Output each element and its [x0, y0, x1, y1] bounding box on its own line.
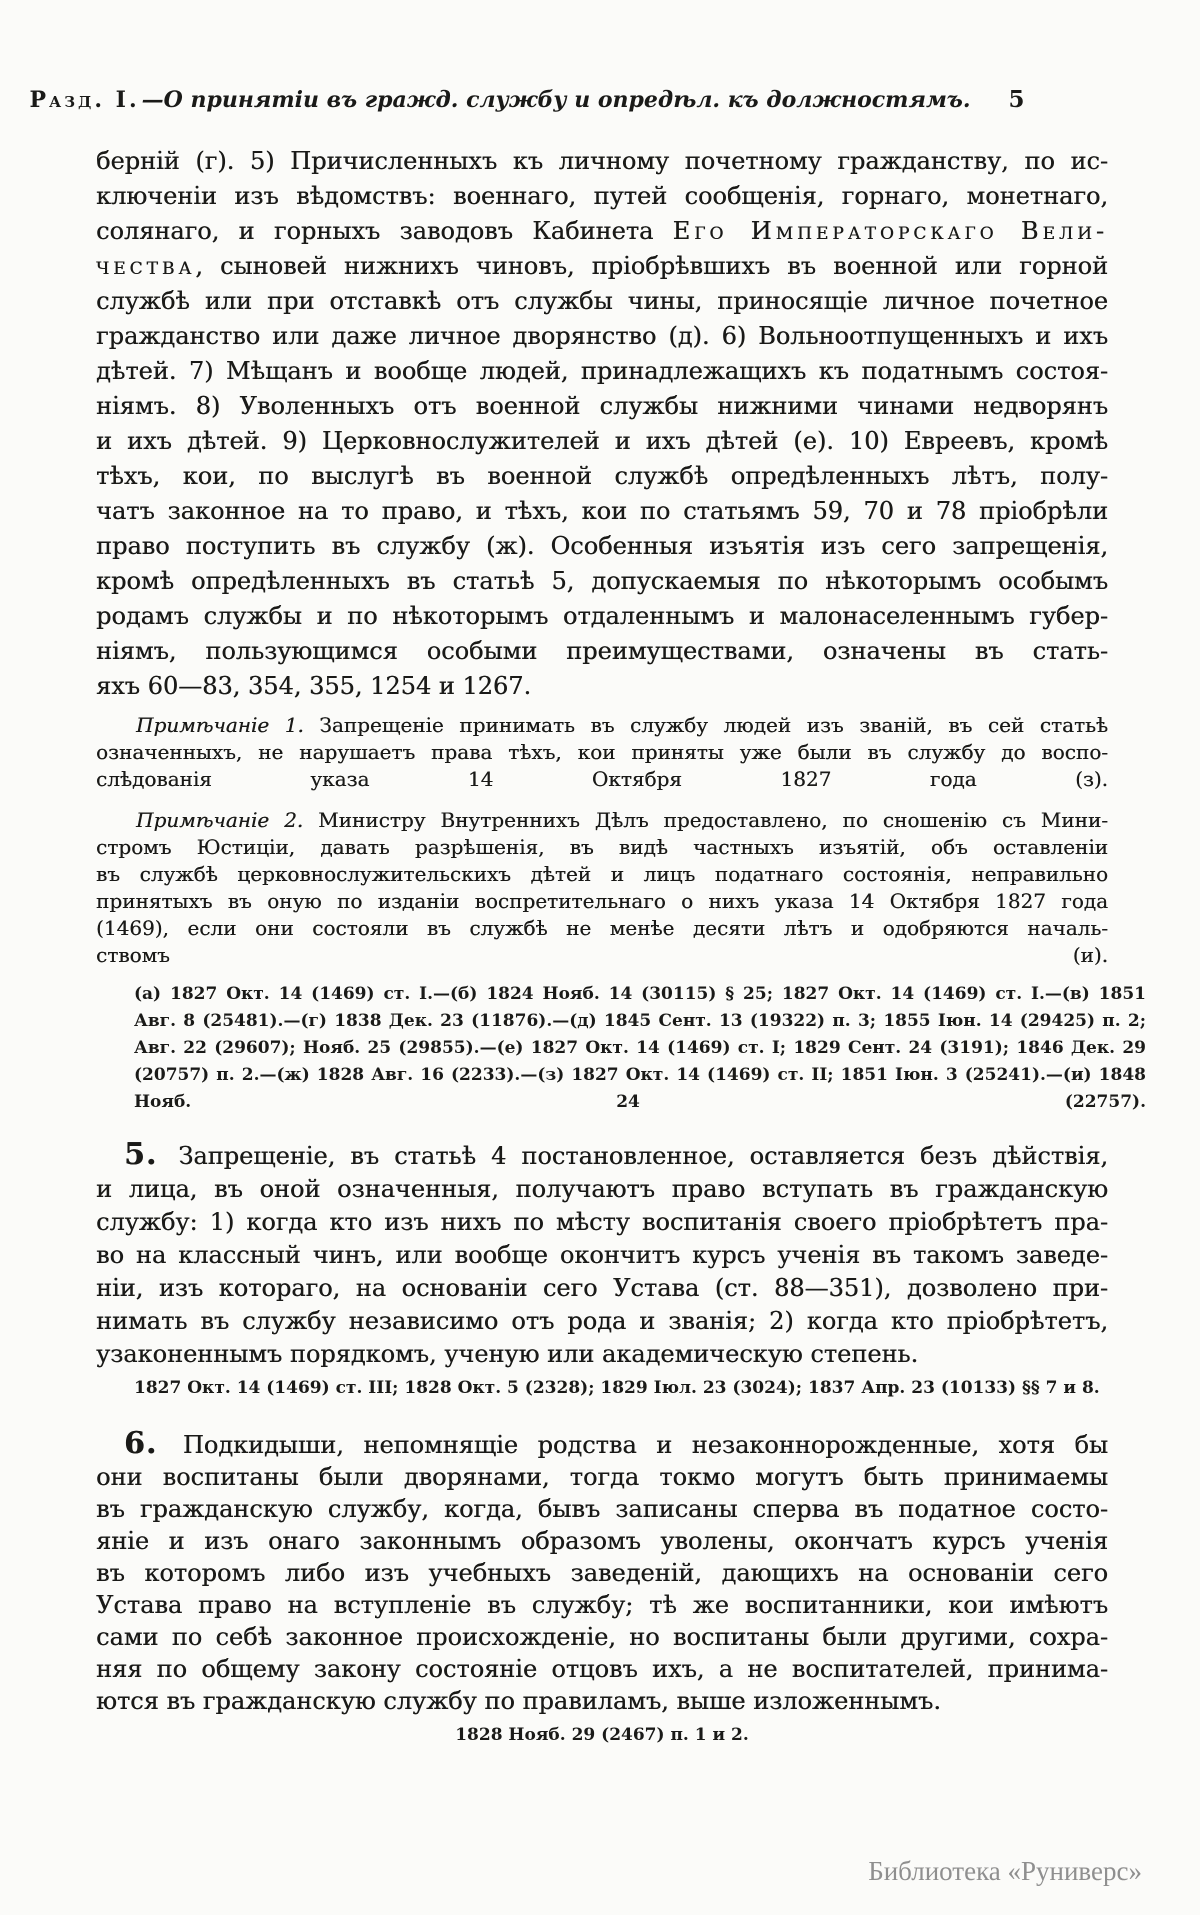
text-line: службѣ или при отставкѣ отъ службы чины, приносящіе личное почетное	[96, 287, 1108, 315]
text-line: ніи, изъ котораго, на основаніи сего Устава (ст. 88—351), дозволено при-	[96, 1274, 1108, 1302]
text-line: дѣтей. 7) Мѣщанъ и вообще людей, принадлежащихъ къ податнымъ состоя-	[96, 357, 1108, 385]
text-line: Нояб. 24 (22757).	[134, 1092, 1146, 1112]
text-line	[96, 712, 1108, 739]
text-line: принятыхъ въ оную по изданіи воспретительнаго о нихъ указа 14 Октября 1827 года	[96, 889, 1108, 913]
text-line: службу: 1) когда кто изъ нихъ по мѣсту воспитанія своего пріобрѣтетъ пра-	[96, 1208, 1108, 1236]
text-line: няя по общему закону состояніе отцовъ ихъ, а не воспитателей, принима-	[96, 1655, 1108, 1683]
text-line: и лица, въ оной означенныя, получаютъ право вступать въ гражданскую	[96, 1175, 1108, 1203]
article-6-citation: 1828 Нояб. 29 (2467) п. 1 и 2.	[455, 1725, 749, 1745]
text-line	[96, 807, 1108, 834]
note-2-label: Примѣчаніе 2.	[136, 808, 304, 832]
text-segment: , сыновей нижнихъ чиновъ, пріобрѣвшихъ въ военной или горной	[195, 252, 1108, 280]
section-label: Разд. I.	[29, 87, 140, 113]
text-line: (а) 1827 Окт. 14 (1469) ст. I.—(б) 1824 Нояб. 14 (30115) § 25; 1827 Окт. 14 (1469) ст. I.—(в) 1851	[134, 984, 1146, 1004]
text-line: яніе и изъ онаго законнымъ образомъ уволены, окончатъ курсъ ученія	[96, 1527, 1108, 1555]
text-line: право поступить въ службу (ж). Особенныя изъятія изъ сего запрещенія,	[96, 532, 1108, 560]
library-watermark: Библиотека «Руниверс»	[868, 1856, 1142, 1886]
running-head-title: —О принятіи въ гражд. службу и опредѣл. къ должностямъ.	[141, 87, 971, 113]
text-line: ствомъ (и).	[96, 943, 1108, 967]
text-line	[96, 1138, 1108, 1173]
text-line: въ гражданскую службу, когда, бывъ записаны сперва въ податное состо-	[96, 1495, 1108, 1523]
imperial-title-spaced: Его Императорскаго Вели-	[672, 217, 1109, 245]
text-line: (1469), если они состояли въ службѣ не менѣе десяти лѣтъ и одобряются началь-	[96, 916, 1108, 940]
imperial-title-spaced: чества	[96, 252, 196, 280]
text-line: (20757) п. 2.—(ж) 1828 Авг. 16 (2233).—(з) 1827 Окт. 14 (1469) ст. II; 1851 Іюн. 3 (25241).—(и) 1848	[134, 1065, 1146, 1085]
text-segment: Министру Внутреннихъ Дѣлъ предоставлено, по сношенію съ Мини-	[303, 808, 1108, 832]
article-6	[96, 1428, 1108, 1717]
text-line: ніямъ, пользующимся особыми преимуществами, означены въ стать-	[96, 637, 1108, 665]
text-segment: Подкидыши, непомнящіе родства и незаконнорожденные, хотя бы	[163, 1431, 1108, 1459]
book-page	[0, 86, 1200, 1915]
text-line: Авг. 8 (25481).—(г) 1838 Дек. 23 (11876).—(д) 1845 Сент. 13 (19322) п. 3; 1855 Іюн. 14 (29425) п. 2;	[134, 1011, 1146, 1031]
text-line: яхъ 60—83, 354, 355, 1254 и 1267.	[96, 672, 532, 700]
text-line: ются въ гражданскую службу по правиламъ, выше изложеннымъ.	[96, 1687, 941, 1715]
text-line	[96, 214, 1108, 249]
text-line: въ которомъ либо изъ учебныхъ заведеній, дающихъ на основаніи сего	[96, 1559, 1108, 1587]
text-line: кромѣ опредѣленныхъ въ статьѣ 5, допускаемыя по нѣкоторымъ особымъ	[96, 567, 1108, 595]
text-line: стромъ Юстиціи, давать разрѣшенія, въ видѣ частныхъ изъятій, объ оставленіи	[96, 835, 1108, 859]
text-line: чатъ законное на то право, и тѣхъ, кои по статьямъ 59, 70 и 78 пріобрѣли	[96, 497, 1108, 525]
text-segment: солянаго, и горныхъ заводовъ Кабинета	[96, 217, 673, 245]
note-1-label: Примѣчаніе 1.	[136, 713, 304, 737]
text-line: ніямъ. 8) Уволенныхъ отъ военной службы нижними чинами недворянъ	[96, 392, 1108, 420]
article-5-number: 5.	[124, 1137, 158, 1172]
article-5	[96, 1138, 1108, 1371]
text-line: они воспитаны были дворянами, тогда токмо могутъ быть принимаемы	[96, 1463, 1108, 1491]
text-line: ключеніи изъ вѣдомствъ: военнаго, путей сообщенія, горнаго, монетнаго,	[96, 182, 1108, 210]
text-line: узаконеннымъ порядкомъ, ученую или академическую степень.	[96, 1340, 919, 1368]
text-line: слѣдованія указа 14 Октября 1827 года (з).	[96, 767, 1108, 791]
paragraph-article4-continuation	[96, 144, 1108, 704]
text-segment: Запрещеніе принимать въ службу людей изъ званій, въ сей статьѣ	[303, 713, 1108, 737]
text-line: и ихъ дѣтей. 9) Церковнослужителей и ихъ дѣтей (е). 10) Евреевъ, кромѣ	[96, 427, 1108, 455]
running-head	[29, 86, 1108, 113]
text-line: гражданство или даже личное дворянство (д). 6) Вольноотпущенныхъ и ихъ	[96, 322, 1108, 350]
footnote-citations	[96, 981, 1150, 1116]
text-line: Авг. 22 (29607); Нояб. 25 (29855).—(е) 1827 Окт. 14 (1469) ст. I; 1829 Сент. 24 (3191); 1846 Дек. 29	[134, 1038, 1146, 1058]
page-number: 5	[1008, 86, 1025, 113]
text-line: означенныхъ, не нарушаетъ права тѣхъ, кои приняты уже были въ службу до воспо-	[96, 740, 1108, 764]
note-2	[96, 807, 1108, 969]
note-1	[96, 712, 1108, 793]
text-line	[96, 249, 1108, 284]
article-6-number: 6.	[124, 1426, 158, 1461]
text-line: въ службѣ церковнослужительскихъ дѣтей и лицъ податнаго состоянія, неправильно	[96, 862, 1108, 886]
text-line	[96, 1428, 1108, 1461]
text-line: тѣхъ, кои, по выслугѣ въ военной службѣ опредѣленныхъ лѣтъ, полу-	[96, 462, 1108, 490]
text-line: берній (г). 5) Причисленныхъ къ личному почетному гражданству, по ис-	[96, 147, 1108, 175]
article-5-citation: 1827 Окт. 14 (1469) ст. III; 1828 Окт. 5 (2328); 1829 Іюл. 23 (3024); 1837 Апр. 23 (10133) §§ 7 и 8.	[134, 1378, 1100, 1398]
text-line: во на классный чинъ, или вообще окончитъ курсъ ученія въ такомъ заведе-	[96, 1241, 1108, 1269]
text-line: нимать въ службу независимо отъ рода и званія; 2) когда кто пріобрѣтетъ,	[96, 1307, 1108, 1335]
text-line: родамъ службы и по нѣкоторымъ отдаленнымъ и малонаселеннымъ губер-	[96, 602, 1108, 630]
text-segment: Запрещеніе, въ статьѣ 4 постановленное, оставляется безъ дѣйствія,	[163, 1142, 1108, 1170]
text-line: сами по себѣ законное происхожденіе, но воспитаны были другими, сохра-	[96, 1623, 1108, 1651]
text-line: Устава право на вступленіе въ службу; тѣ же воспитанники, кои имѣютъ	[96, 1591, 1108, 1619]
